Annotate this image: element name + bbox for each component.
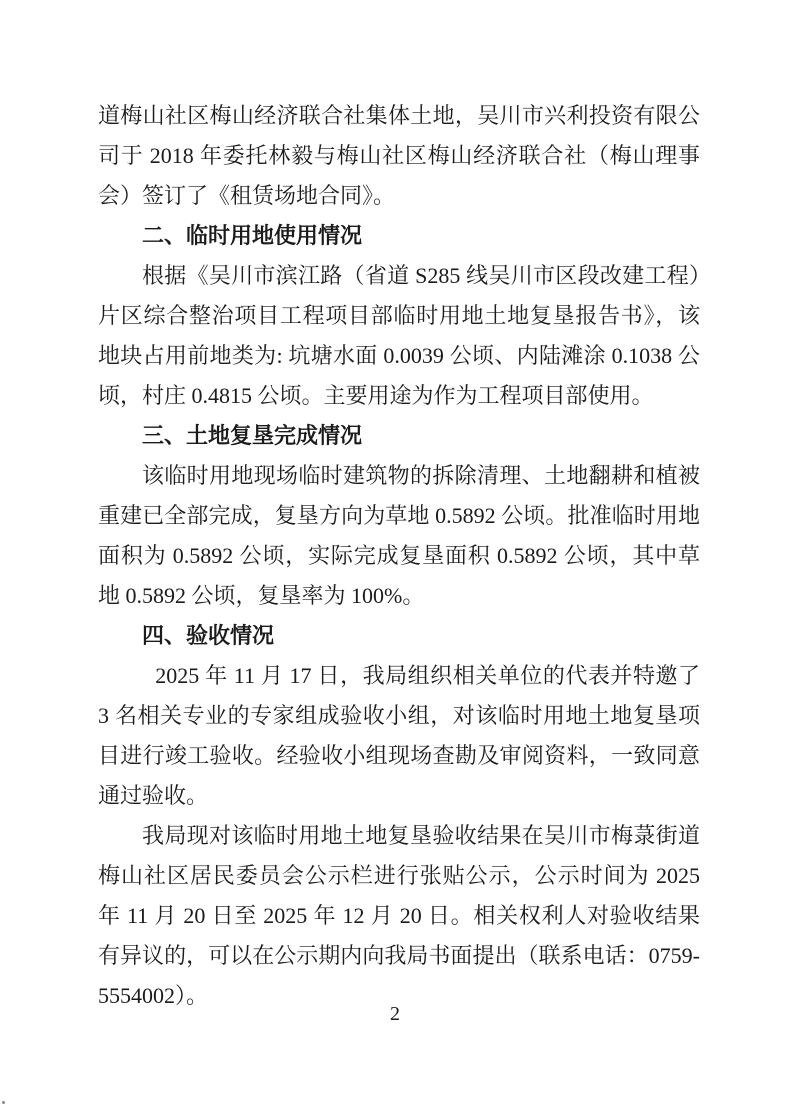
paragraph-continuation: 道梅山社区梅山经济联合社集体土地，吴川市兴利投资有限公司于 2018 年委托林毅与梅山社区梅山经济联合社（梅山理事会）签订了《租赁场地合同》。 bbox=[98, 103, 700, 208]
scan-speck bbox=[2, 1101, 5, 1104]
paragraph-acceptance: 2025 年 11 月 17 日，我局组织相关单位的代表并特邀了 3 名相关专业的专家组成验收小组，对该临时用地土地复垦项目进行竣工验收。经验收小组现场查勘及审阅资料，一致同意通过验收。 bbox=[98, 663, 700, 808]
document-body bbox=[98, 96, 700, 1016]
page-number: 2 bbox=[390, 1003, 400, 1025]
section-heading-temporary-land-use: 二、临时用地使用情况 bbox=[142, 223, 363, 248]
section-heading-acceptance: 四、验收情况 bbox=[142, 623, 275, 648]
paragraph-reclamation: 该临时用地现场临时建筑物的拆除清理、土地翻耕和植被重建已全部完成，复垦方向为草地 0.5892 公顷。批准临时用地面积为 0.5892 公顷，实际完成复垦面积 0.5892 公顷，其中草地 0.5892 公顷，复垦率为 100%。 bbox=[98, 463, 700, 608]
paragraph-land-use: 根据《吴川市滨江路（省道 S285 线吴川市区段改建工程）片区综合整治项目工程项目部临时用地土地复垦报告书》，该地块占用前地类为: 坑塘水面 0.0039 公顷、内陆滩涂 0.1038 公顷，村庄 0.4815 公顷。主要用途为作为工程项目部使用。 bbox=[98, 263, 700, 408]
paragraph-announcement: 我局现对该临时用地土地复垦验收结果在吴川市梅菉街道梅山社区居民委员会公示栏进行张贴公示，公示时间为 2025 年 11 月 20 日至 2025 年 12 月 20 日。相关权利人对验收结果有异议的，可以在公示期内向我局书面提出（联系电话：0759-5554002）。 bbox=[98, 823, 700, 1008]
section-heading-reclamation-completion: 三、土地复垦完成情况 bbox=[142, 423, 363, 448]
